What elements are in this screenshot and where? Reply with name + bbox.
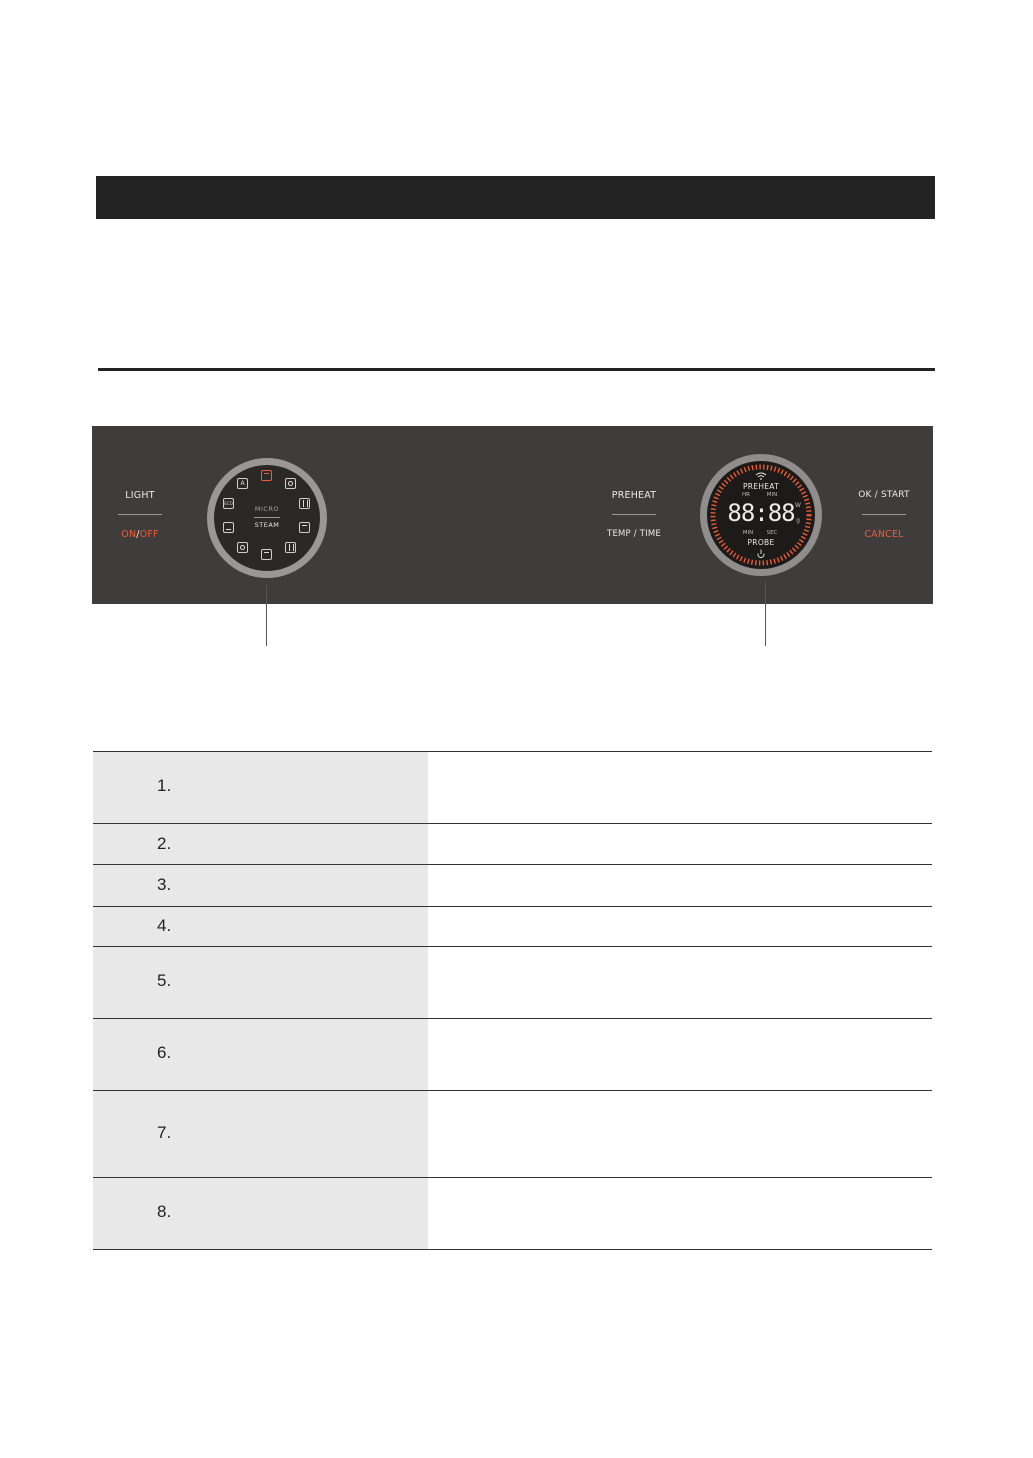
row-number: 5. — [157, 971, 172, 990]
wifi-icon — [755, 472, 767, 480]
table-row — [93, 1091, 932, 1178]
row-number-cell — [93, 1178, 428, 1249]
preheat-button[interactable]: PREHEAT — [611, 490, 657, 501]
display-preheat-label: PREHEAT — [742, 482, 780, 491]
ok-start-button[interactable]: OK / START — [858, 490, 910, 500]
min-top-label: MIN — [766, 492, 778, 498]
row-number: 4. — [157, 916, 172, 935]
row-description-cell — [428, 947, 932, 1018]
row-number-cell — [93, 947, 428, 1018]
row-number: 1. — [157, 776, 172, 795]
probe-label: PROBE — [747, 538, 775, 547]
sec-label: SEC — [766, 530, 778, 536]
row-number-cell — [93, 865, 428, 906]
row-number: 7. — [157, 1123, 172, 1142]
callout-line-mode-dial — [266, 585, 267, 646]
oven-icon[interactable] — [261, 549, 272, 560]
probe-icon — [757, 549, 765, 558]
row-number-cell — [93, 824, 428, 864]
callout-line-display — [765, 583, 766, 646]
fan-grill-icon[interactable] — [237, 542, 248, 553]
top-heat-icon[interactable] — [261, 470, 272, 481]
on-off-button[interactable] — [85, 529, 195, 540]
on-label: ON — [121, 529, 137, 540]
cancel-button[interactable]: CANCEL — [864, 529, 904, 540]
row-description-cell — [428, 865, 932, 906]
row-description-cell — [428, 752, 932, 823]
top-bottom-icon[interactable] — [299, 522, 310, 533]
hr-label: HR — [742, 492, 750, 498]
defrost-icon[interactable] — [285, 542, 296, 553]
grill-icon[interactable] — [299, 498, 310, 509]
row-number: 2. — [157, 834, 172, 853]
ok-divider — [862, 514, 906, 515]
row-number: 6. — [157, 1043, 172, 1062]
light-button-label[interactable]: LIGHT — [125, 490, 155, 501]
light-divider — [118, 514, 162, 515]
row-number-cell — [93, 907, 428, 946]
min-bottom-label: MIN — [742, 530, 754, 536]
row-number: 8. — [157, 1202, 172, 1221]
display-face — [707, 461, 815, 569]
row-description-cell — [428, 824, 932, 864]
table-row — [93, 865, 932, 907]
micro-steam-divider — [254, 517, 280, 518]
w-label: W — [795, 502, 801, 509]
table-row — [93, 907, 932, 947]
mode-dial[interactable] — [207, 458, 327, 578]
g-label: g — [796, 517, 800, 524]
control-panel — [92, 426, 933, 604]
temp-time-button[interactable]: TEMP / TIME — [607, 529, 661, 539]
table-row — [93, 1178, 932, 1250]
row-number-cell — [93, 1091, 428, 1177]
micro-label: MICRO — [254, 505, 280, 513]
time-digits: 88:88 — [727, 499, 795, 527]
table-row — [93, 1019, 932, 1091]
display-dial[interactable] — [700, 454, 822, 576]
section-divider — [98, 368, 935, 371]
row-number: 3. — [157, 875, 172, 894]
slash-label: / — [136, 529, 140, 540]
section-title-bar — [96, 176, 935, 219]
parts-table — [93, 751, 932, 1250]
row-description-cell — [428, 1019, 932, 1090]
auto-icon[interactable]: A — [237, 478, 248, 489]
off-label: OFF — [139, 529, 159, 540]
row-number-cell — [93, 752, 428, 823]
mode-dial-face — [214, 465, 320, 571]
row-description-cell — [428, 907, 932, 946]
table-row — [93, 947, 932, 1019]
row-description-cell — [428, 1091, 932, 1177]
preheat-divider — [612, 514, 656, 515]
eco-icon[interactable]: ECO — [223, 498, 234, 509]
row-number-cell — [93, 1019, 428, 1090]
steam-label: STEAM — [254, 521, 280, 529]
table-row — [93, 824, 932, 865]
fan-icon[interactable] — [285, 478, 296, 489]
row-description-cell — [428, 1178, 932, 1249]
bottom-heat-icon[interactable] — [223, 522, 234, 533]
table-row — [93, 752, 932, 824]
